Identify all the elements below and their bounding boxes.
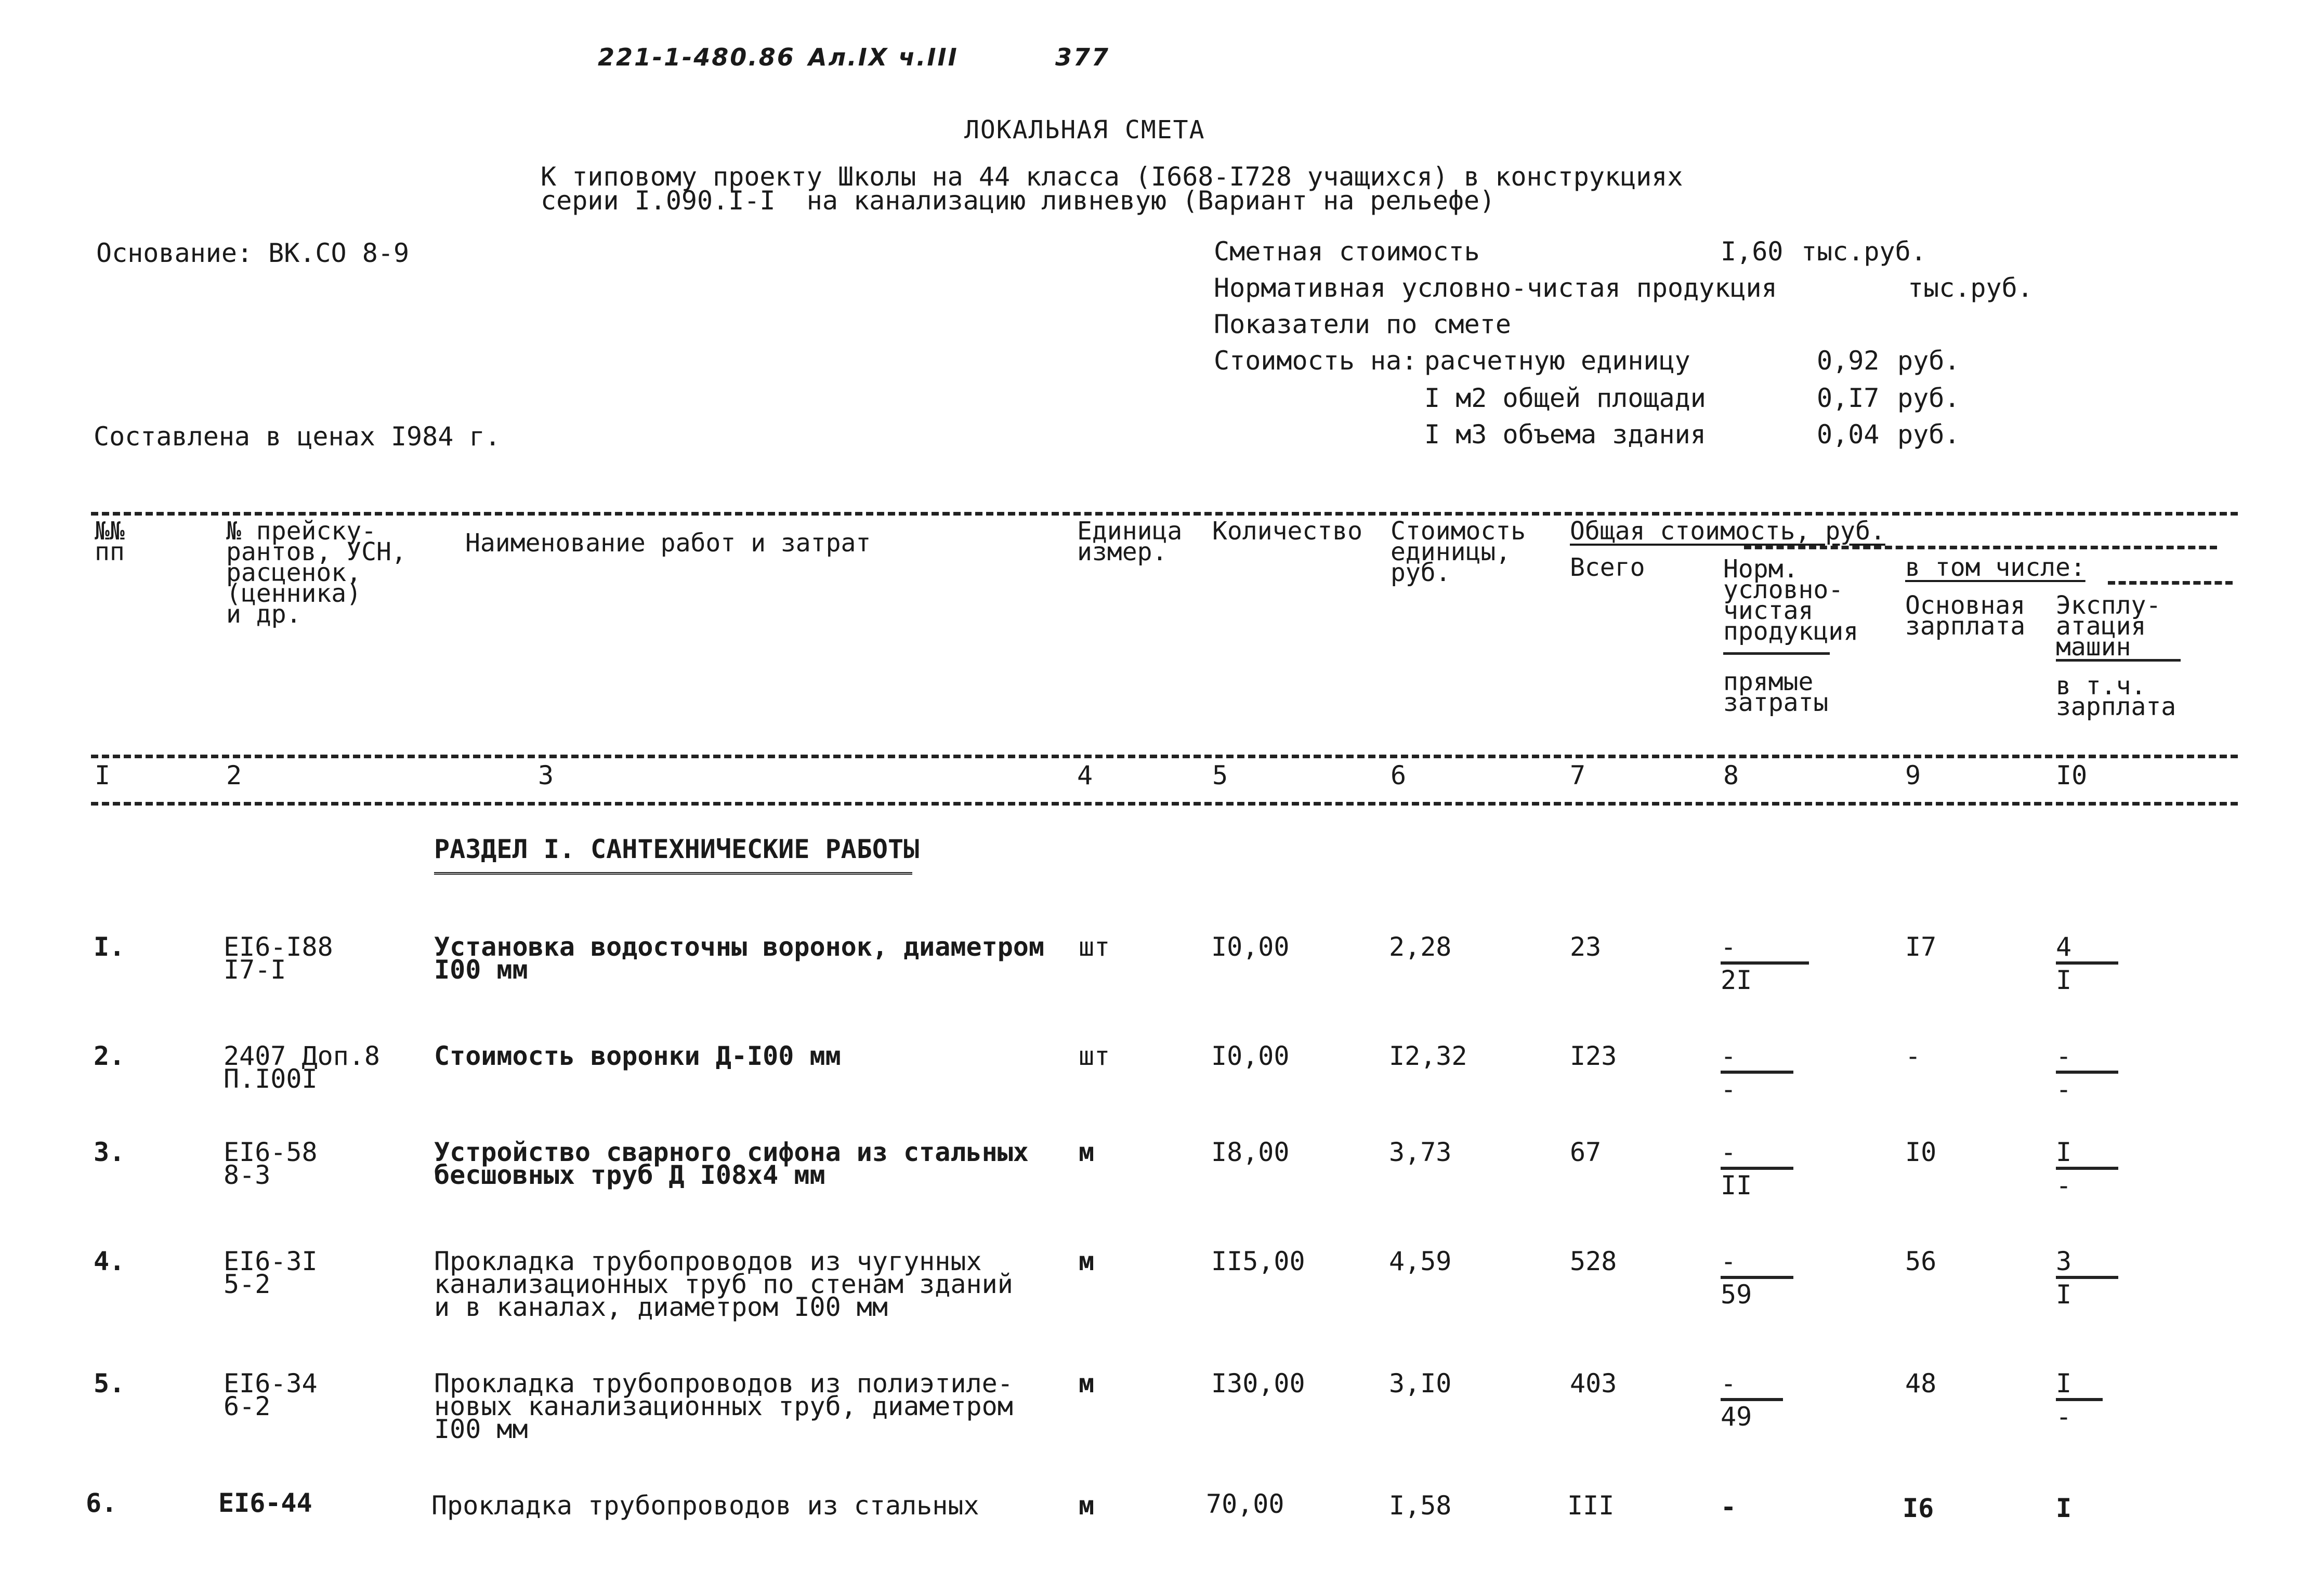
- machine-operation-fraction: [2056, 1041, 2118, 1104]
- net-production-fraction: [1721, 1041, 1793, 1104]
- row-number: 6.: [86, 1488, 117, 1518]
- area-unit: руб.: [1897, 383, 1960, 413]
- column-number-1: I: [95, 760, 111, 790]
- base-salary: I0: [1905, 1137, 1937, 1167]
- unit-cost: 3,I0: [1389, 1368, 1452, 1399]
- column-number-9: 9: [1905, 760, 1921, 790]
- net-production: -: [1721, 1041, 1737, 1071]
- unit: шт: [1079, 1041, 1110, 1071]
- work-name: Прокладка трубопроводов из чугунных канализационных труб по стенам зданий и в каналах, диаметром I00 мм: [434, 1246, 1013, 1322]
- including-rule: [2108, 581, 2233, 585]
- row-number: 5.: [94, 1368, 125, 1399]
- section-title-underline: [434, 872, 912, 880]
- machine-operation: 4: [2056, 932, 2072, 962]
- net-production: -: [1721, 932, 1737, 962]
- direct-costs: 49: [1721, 1402, 1752, 1432]
- price-list-code: ЕI6-3I 5-2: [224, 1246, 318, 1299]
- work-name: Установка водосточны воронок, диаметром I00 мм: [434, 932, 1044, 985]
- unit: м: [1079, 1246, 1095, 1276]
- net-production-underline: [1723, 652, 1830, 655]
- work-name: Устройство сварного сифона из стальных бесшовных труб Д I08х4 мм: [434, 1137, 1029, 1190]
- quantity: II5,00: [1211, 1246, 1305, 1276]
- net-production: -: [1721, 1137, 1737, 1167]
- unit-cost-unit: руб.: [1897, 346, 1960, 376]
- page-number: 377: [1055, 43, 1110, 71]
- machine-operation-underline: [2056, 659, 2181, 662]
- header-base-salary: Основная зарплата: [1905, 591, 2026, 641]
- quantity: 70,00: [1206, 1489, 1284, 1519]
- area-value: 0,I7: [1817, 383, 1880, 413]
- total-cost: 67: [1570, 1137, 1602, 1167]
- column-number-7: 7: [1570, 760, 1586, 790]
- machine-salary: -: [2056, 1170, 2072, 1201]
- unit: м: [1079, 1491, 1095, 1521]
- subtitle-line-2: серии I.090.I-I на канализацию ливневую (Вариант на рельефе): [541, 186, 1496, 216]
- row-number: I.: [94, 932, 125, 962]
- volume-value: 0,04: [1817, 419, 1880, 450]
- price-list-code: 2407 Доп.8 П.I00I: [224, 1041, 381, 1094]
- estimate-cost-unit: тыс.руб.: [1801, 236, 1926, 267]
- subtitle-line-1: К типовому проекту Школы на 44 класса (I668-I728 учащихся) в конструкциях: [541, 162, 1683, 192]
- column-number-10: I0: [2056, 760, 2088, 790]
- unit-cost-label: расчетную единицу: [1424, 346, 1690, 376]
- machine-operation: -: [2056, 1041, 2072, 1071]
- column-number-8: 8: [1723, 760, 1739, 790]
- net-production: -: [1721, 1368, 1737, 1399]
- unit-cost: 4,59: [1389, 1246, 1452, 1276]
- column-number-6: 6: [1391, 760, 1407, 790]
- estimate-cost-label: Сметная стоимость: [1214, 236, 1480, 267]
- unit-cost: I,58: [1389, 1491, 1452, 1521]
- column-number-3: 3: [538, 760, 554, 790]
- net-production-fraction: [1721, 932, 1809, 995]
- header-unit: Единица измер.: [1077, 517, 1183, 566]
- column-number-rule: [91, 802, 2238, 806]
- machine-salary: I: [2056, 1280, 2072, 1310]
- machine-operation-fraction: [2056, 932, 2118, 995]
- base-salary: 48: [1905, 1368, 1937, 1399]
- direct-costs: II: [1721, 1170, 1752, 1201]
- total-cost: III: [1567, 1491, 1615, 1521]
- row-number: 4.: [94, 1246, 125, 1276]
- quantity: I30,00: [1211, 1368, 1305, 1399]
- unit-cost-value: 0,92: [1817, 346, 1880, 376]
- column-number-2: 2: [226, 760, 242, 790]
- net-production-fraction: [1721, 1368, 1783, 1432]
- base-salary: I7: [1905, 932, 1937, 962]
- net-production-fraction: [1721, 1246, 1793, 1310]
- work-name: Прокладка трубопроводов из стальных: [431, 1491, 979, 1521]
- net-production: -: [1721, 1492, 1737, 1522]
- machine-salary: -: [2056, 1402, 2072, 1432]
- unit-cost: 2,28: [1389, 932, 1452, 962]
- machine-salary: -: [2056, 1074, 2072, 1104]
- net-production-unit: тыс.руб.: [1908, 273, 2033, 303]
- machine-operation-fraction: [2056, 1246, 2118, 1310]
- base-salary: I6: [1903, 1493, 1934, 1523]
- section-title: РАЗДЕЛ I. САНТЕХНИЧЕСКИЕ РАБОТЫ: [434, 834, 920, 864]
- total-cost: 403: [1570, 1368, 1617, 1399]
- column-number-5: 5: [1212, 760, 1228, 790]
- document-title: ЛОКАЛЬНАЯ СМЕТА: [964, 115, 1205, 144]
- machine-operation-fraction: [2056, 1368, 2103, 1432]
- unit: м: [1079, 1137, 1095, 1167]
- quantity: I0,00: [1211, 932, 1290, 962]
- machine-salary: I: [2056, 965, 2072, 995]
- price-list-code: ЕI6-I88 I7-I: [224, 932, 333, 985]
- net-production-fraction: [1721, 1137, 1793, 1201]
- volume-unit: руб.: [1897, 419, 1960, 450]
- quantity: I8,00: [1211, 1137, 1290, 1167]
- doc-code: 221-1-480.86: [598, 43, 795, 71]
- header-total-cost: Общая стоимость, руб.: [1570, 517, 1885, 546]
- header-machine-operation: Эксплу- атация машин: [2056, 591, 2161, 662]
- total-cost-rule: [1744, 546, 2217, 549]
- direct-costs: -: [1721, 1074, 1737, 1104]
- direct-costs: 2I: [1721, 965, 1752, 995]
- price-list-code: ЕI6-58 8-3: [224, 1137, 318, 1190]
- area-label: I м2 общей площади: [1424, 383, 1706, 413]
- album-ref: Ал.IX ч.III: [808, 43, 959, 71]
- estimate-cost-value: I,60: [1721, 236, 1784, 267]
- volume-label: I м3 объема здания: [1424, 419, 1706, 450]
- row-number: 2.: [94, 1041, 125, 1071]
- base-salary: -: [1905, 1041, 1921, 1071]
- header-price-list: № прейску- рантов, УСН, расценок, (ценника) и др.: [226, 517, 406, 629]
- header-row-number: №№ пп: [95, 517, 125, 566]
- header-net-production: Норм. условно- чистая продукция: [1723, 555, 1859, 646]
- cost-on-label: Стоимость на:: [1214, 346, 1418, 376]
- compiled-prices: Составлена в ценах I984 г.: [94, 421, 501, 452]
- table-top-rule: [91, 512, 2238, 516]
- machine-operation: 3: [2056, 1246, 2072, 1276]
- total-cost: I23: [1570, 1041, 1617, 1071]
- row-number: 3.: [94, 1137, 125, 1167]
- total-cost: 23: [1570, 932, 1602, 962]
- total-cost: 528: [1570, 1246, 1617, 1276]
- header-unit-cost: Стоимость единицы, руб.: [1391, 517, 1526, 587]
- net-production-label: Нормативная условно-чистая продукция: [1214, 273, 1777, 303]
- indicators-label: Показатели по смете: [1214, 309, 1511, 339]
- machine-operation: I: [2056, 1368, 2072, 1399]
- unit: шт: [1079, 932, 1110, 962]
- price-list-code: ЕI6-44: [218, 1488, 312, 1518]
- machine-operation-fraction: [2056, 1137, 2118, 1201]
- header-work-name: Наименование работ и затрат: [465, 529, 871, 558]
- work-name: Стоимость воронки Д-I00 мм: [434, 1041, 841, 1071]
- header-including: в том числе:: [1905, 553, 2086, 582]
- header-quantity: Количество: [1212, 517, 1362, 546]
- base-salary: 56: [1905, 1246, 1937, 1276]
- machine-operation: I: [2056, 1137, 2072, 1167]
- unit-cost: I2,32: [1389, 1041, 1467, 1071]
- table-header-rule: [91, 755, 2238, 758]
- quantity: I0,00: [1211, 1041, 1290, 1071]
- machine-operation: I: [2056, 1493, 2072, 1523]
- header-total: Всего: [1570, 553, 1645, 582]
- header-including-salary: в т.ч. зарплата: [2056, 671, 2176, 721]
- work-name: Прокладка трубопроводов из полиэтиле- новых канализационных труб, диаметром I00 мм: [434, 1368, 1013, 1444]
- basis-text: Основание: ВК.СО 8-9: [96, 238, 410, 268]
- header-direct-costs: прямые затраты: [1723, 667, 1829, 717]
- column-number-4: 4: [1077, 760, 1093, 790]
- net-production: -: [1721, 1246, 1737, 1276]
- price-list-code: ЕI6-34 6-2: [224, 1368, 318, 1421]
- direct-costs: 59: [1721, 1280, 1752, 1310]
- unit-cost: 3,73: [1389, 1137, 1452, 1167]
- unit: м: [1079, 1368, 1095, 1399]
